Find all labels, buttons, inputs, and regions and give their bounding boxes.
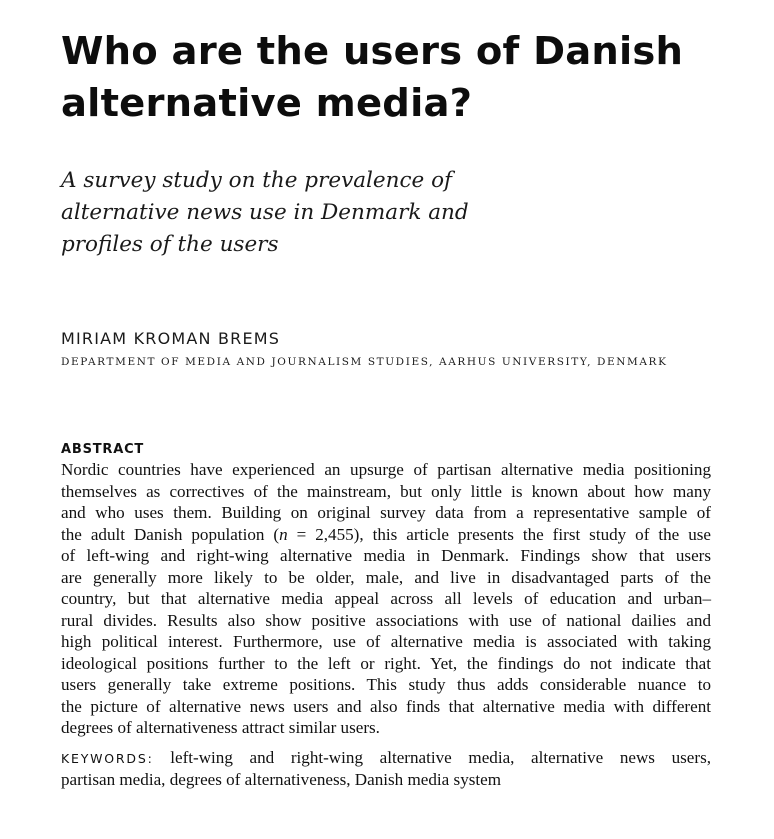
subtitle-line-1: A survey study on the prevalence of	[61, 168, 452, 193]
abstract-line: are generally more likely to be older, male, and live in disadvantaged parts of the	[61, 567, 711, 587]
keywords-text-1: left-wing and right-wing alternative media, alternative news users,	[170, 747, 711, 767]
title-line-2: alternative media?	[61, 81, 473, 126]
abstract-line: rural divides. Results also show positive associations with use of national dailies and	[61, 610, 711, 630]
keywords-label: KEYWORDS:	[61, 750, 154, 766]
title-line-1: Who are the users of Danish	[61, 29, 684, 74]
subtitle-line-3: profiles of the users	[61, 232, 279, 257]
abstract-line: ideological positions further to the left or right. Yet, the findings do not indicate that	[61, 653, 711, 673]
abstract-line-n: the adult Danish population (n = 2,455), this article presents the first study of the use	[61, 524, 711, 544]
abstract-line: the picture of alternative news users and also finds that alternative media with different	[61, 696, 711, 716]
keywords-block	[61, 747, 711, 791]
abstract-line: Nordic countries have experienced an upsurge of partisan alternative media positioning	[61, 460, 711, 479]
keywords-line-1	[61, 747, 711, 770]
subtitle-line-2: alternative news use in Denmark and	[61, 200, 469, 225]
author-affiliation: DEPARTMENT OF MEDIA AND JOURNALISM STUDIES, AARHUS UNIVERSITY, DENMARK	[61, 356, 668, 368]
abstract-line: and who uses them. Building on original survey data from a representative sample of	[61, 503, 711, 522]
abstract-heading: ABSTRACT	[61, 442, 145, 457]
abstract-line: users generally take extreme positions. This study thus adds considerable nuance to	[61, 675, 711, 694]
keywords-line-2: partisan media, degrees of alternativeness, Danish media system	[61, 770, 502, 789]
abstract-line: of left-wing and right-wing alternative media in Denmark. Findings show that users	[61, 546, 711, 565]
abstract-line: degrees of alternativeness attract similar users.	[61, 718, 380, 737]
author-name: MIRIAM KROMAN BREMS	[61, 329, 281, 348]
article-first-page	[61, 26, 711, 791]
article-subtitle	[61, 165, 711, 261]
abstract-line: themselves as correctives of the mainstream, but only little is known about how many	[61, 481, 711, 501]
abstract-line: country, but that alternative media appeal across all levels of education and urban–	[61, 589, 711, 608]
abstract-line: high political interest. Furthermore, use of alternative media is associated with taking	[61, 632, 711, 651]
abstract-body	[61, 459, 711, 739]
article-title	[61, 26, 711, 130]
